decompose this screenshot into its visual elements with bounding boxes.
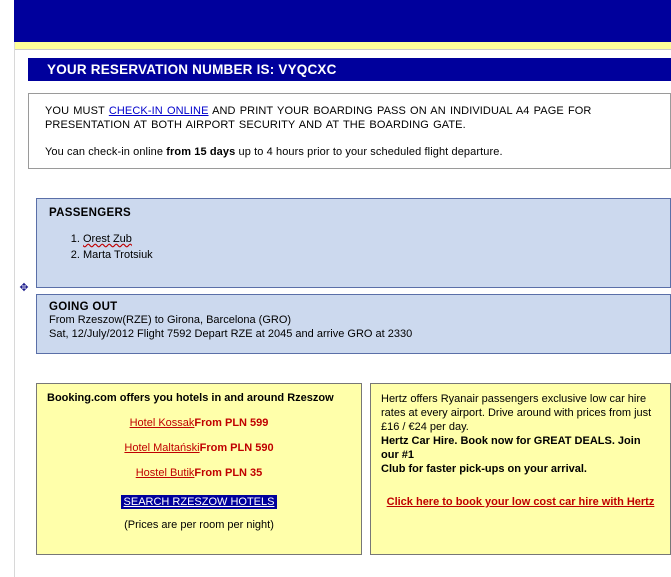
passengers-title: PASSENGERS xyxy=(49,207,132,219)
top-blue-banner xyxy=(14,0,671,42)
yellow-divider-strip xyxy=(14,42,671,50)
hertz-line-2: rates at every airport. Drive around with prices from just xyxy=(381,407,652,419)
hotel-price: From PLN 590 xyxy=(199,442,274,454)
reservation-number-text: YOUR RESERVATION NUMBER IS: VYQCXC xyxy=(47,62,337,77)
hertz-line-4: Hertz Car Hire. Book now for GREAT DEALS. Join our #1 xyxy=(381,435,641,461)
going-out-route: From Rzeszow(RZE) to Girona, Barcelona (GRO) xyxy=(49,314,292,326)
check-in-window-bold: from 15 days xyxy=(166,146,236,158)
hotel-link[interactable]: Hotel Maltański xyxy=(124,442,200,454)
check-in-instruction-line xyxy=(45,104,656,132)
hotels-price-note: (Prices are per room per night) xyxy=(124,519,274,531)
hotels-offer-panel xyxy=(36,383,362,555)
hotel-row xyxy=(47,467,351,479)
passengers-section xyxy=(36,198,671,288)
passenger-name: Marta Trotsiuk xyxy=(83,249,153,261)
going-out-section xyxy=(36,294,671,354)
going-out-title: GOING OUT xyxy=(49,301,118,313)
hertz-line-5: Club for faster pick-ups on your arrival. xyxy=(381,463,587,475)
check-in-text-prefix: YOU MUST xyxy=(45,105,109,117)
hotel-price: From PLN 599 xyxy=(194,417,269,429)
hotel-row xyxy=(47,442,351,454)
hertz-line-1: Hertz offers Ryanair passengers exclusive low car hire xyxy=(381,393,647,405)
hertz-offer-panel xyxy=(370,383,671,555)
check-in-window-suffix: up to 4 hours prior to your scheduled flight departure. xyxy=(235,146,503,158)
hotel-price: From PLN 35 xyxy=(194,467,263,479)
hotels-heading xyxy=(47,392,351,404)
hotels-heading-mid: offers you hotels xyxy=(116,392,212,404)
list-item xyxy=(83,231,670,247)
going-out-flight: Sat, 12/July/2012 Flight 7592 Depart RZE at 2045 and arrive GRO at 2330 xyxy=(49,328,413,340)
page-left-gutter xyxy=(0,42,15,577)
move-handle-icon[interactable]: ✥ xyxy=(19,282,29,294)
check-in-window-line xyxy=(45,146,656,158)
check-in-window-prefix: You can check-in online xyxy=(45,146,167,158)
hertz-booking-link[interactable]: Click here to book your low cost car hire with Hertz xyxy=(386,496,655,508)
search-hotels-link[interactable]: SEARCH RZESZOW HOTELS xyxy=(121,495,277,509)
hotels-heading-city: Rzeszow xyxy=(287,392,334,404)
hotels-heading-mid2: in and around xyxy=(211,392,288,404)
check-in-instructions-box xyxy=(28,93,671,169)
passenger-name: Orest Zub xyxy=(83,233,132,245)
passenger-list xyxy=(49,231,670,263)
reservation-number-header xyxy=(28,58,671,81)
list-item xyxy=(83,247,670,263)
hotel-link[interactable]: Hostel Butik xyxy=(135,467,195,479)
hotels-provider: Booking.com xyxy=(47,392,117,404)
top-left-margin xyxy=(0,0,14,42)
hotel-link[interactable]: Hotel Kossak xyxy=(129,417,195,429)
hotel-row xyxy=(47,417,351,429)
check-in-text-suffix: AND PRINT YOUR BOARDING PASS ON AN INDIVIDUAL A4 PAGE FOR PRESENTATION AT BOTH AIRPORT SECURITY AND AT THE BOARDING GATE. xyxy=(45,105,592,131)
check-in-online-link[interactable]: CHECK-IN ONLINE xyxy=(108,105,209,117)
hertz-line-3: £16 / €24 per day. xyxy=(381,421,469,433)
